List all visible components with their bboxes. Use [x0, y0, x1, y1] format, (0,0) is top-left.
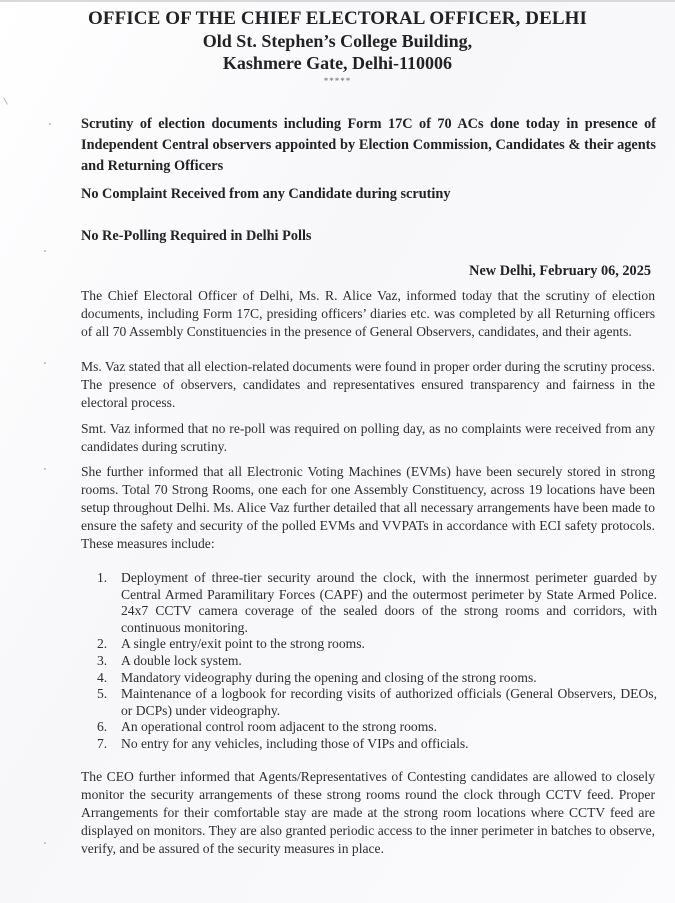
security-measures-list	[97, 570, 657, 753]
list-item	[97, 653, 657, 670]
list-number: 4.	[97, 669, 108, 685]
list-item	[97, 686, 657, 719]
dateline: New Delhi, February 06, 2025	[469, 263, 651, 279]
paragraph-no-repoll: Smt. Vaz informed that no re-poll was required on polling day, as no complaints were received from any candidates during scrutiny.	[81, 421, 655, 454]
headline-no-complaint: No Complaint Received from any Candidate during scrutiny	[81, 186, 451, 202]
list-text: Maintenance of a logbook for recording visits of authorized officials (General Observers, DEOs, or DCPs) under videography.	[121, 686, 657, 718]
headline-no-repolling: No Re-Polling Required in Delhi Polls	[81, 228, 312, 244]
office-address: Kashmere Gate, Delhi-110006	[222, 53, 453, 73]
list-number: 3.	[97, 652, 108, 668]
list-text: A single entry/exit point to the strong rooms.	[121, 636, 365, 652]
list-item	[97, 670, 657, 687]
scan-speck	[44, 362, 46, 364]
headline-scrutiny: Scrutiny of election documents including Form 17C of 70 ACs done today in presence of Independent Central observers appointed by Election Commission, Candidates & their agents and Returning Officers	[81, 116, 656, 174]
paragraph-evm-storage: She further informed that all Electronic Voting Machines (EVMs) have been securely stored in strong rooms. Total 70 Strong Rooms, one each for one Assembly Constituency, across 19 locations have been setup throughout Delhi. Ms. Alice Vaz further detailed that all necessary arrangements have been made to ensure the safety and security of the polled EVMs and VVPATs in accordance with ECI safety protocols. These measures include:	[81, 464, 655, 551]
paragraph-agents-monitoring: The CEO further informed that Agents/Representatives of Contesting candidates are allowed to closely monitor the security arrangements of these strong rooms round the clock through CCTV feed. Proper Arrangements for their comfortable stay are made at the strong room locations where CCTV feed are displayed on monitors. They are also granted periodic access to the inner perimeter in batches to observe, verify, and be assured of the security measures in place.	[81, 769, 655, 856]
scan-speck	[49, 123, 51, 125]
list-number: 1.	[97, 570, 108, 585]
scan-speck	[44, 468, 46, 470]
list-item	[97, 636, 657, 653]
list-item	[97, 719, 657, 736]
office-building: Old St. Stephen’s College Building,	[202, 31, 473, 51]
scan-speck	[44, 250, 46, 252]
list-text: No entry for any vehicles, including those of VIPs and officials.	[121, 735, 469, 751]
list-number: 6.	[97, 719, 108, 735]
paragraph-scrutiny-completed: The Chief Electoral Officer of Delhi, Ms. R. Alice Vaz, informed today that the scrutiny of election documents, including Form 17C, presiding officers’ diaries etc. was completed by all Returning officers of all 70 Assembly Constituencies in the presence of General Observers, candidates, and their agents.	[81, 288, 655, 339]
list-text: Mandatory videography during the opening and closing of the strong rooms.	[121, 669, 537, 685]
list-text: Deployment of three-tier security around the clock, with the innermost perimeter guarded by Central Armed Paramilitary Forces (CAPF) and the outermost perimeter by State Armed Police. 24x7 CCTV camera coverage of the sealed doors of the strong rooms and corridors, with continuous monitoring.	[121, 570, 657, 635]
letterhead	[0, 8, 675, 86]
separator-stars: *****	[323, 76, 352, 86]
list-text: An operational control room adjacent to the strong rooms.	[121, 719, 437, 735]
list-number: 2.	[97, 636, 108, 652]
scan-speck	[3, 97, 8, 104]
list-item	[97, 736, 657, 753]
scan-speck	[44, 842, 46, 844]
paragraph-documents-in-order: Ms. Vaz stated that all election-related documents were found in proper order during the scrutiny process. The presence of observers, candidates and representatives ensured transparency and fairness in the electoral process.	[81, 359, 655, 410]
office-title: OFFICE OF THE CHIEF ELECTORAL OFFICER, DELHI	[87, 8, 587, 29]
list-text: A double lock system.	[121, 652, 242, 668]
list-item	[97, 570, 657, 636]
list-number: 5.	[97, 686, 108, 702]
list-number: 7.	[97, 735, 108, 751]
